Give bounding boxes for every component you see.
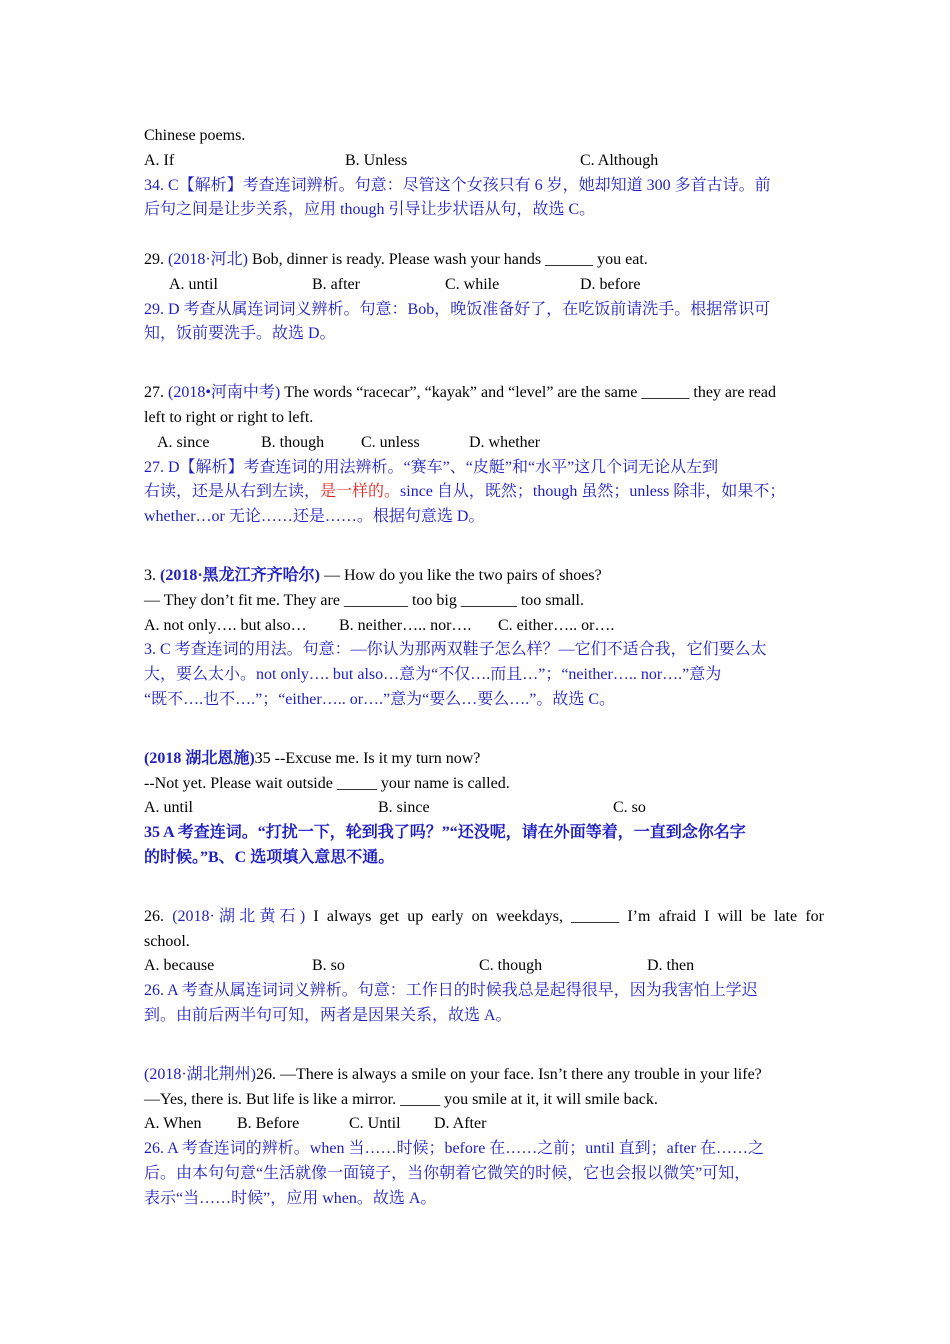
option-a: A. until bbox=[144, 799, 193, 817]
highlighted-text: 是一样的。 bbox=[320, 483, 401, 501]
source-tag: (2018·黑龙江齐齐哈尔) bbox=[160, 566, 320, 584]
option-b: B. so bbox=[312, 957, 345, 975]
option-c: C. Until bbox=[349, 1115, 401, 1133]
option-c: C. so bbox=[613, 799, 646, 817]
question-26a-options bbox=[144, 954, 824, 979]
answer-text: since 自从，既然；though 虽然；unless 除非，如果不； bbox=[400, 483, 786, 501]
spacer bbox=[144, 871, 824, 905]
source-tag: (2018 湖北恩施) bbox=[144, 749, 255, 767]
option-a: A. When bbox=[144, 1115, 202, 1133]
question-29-stem bbox=[144, 248, 824, 273]
answer-34-line-1: 34. C【解析】考查连词辨析。句意：尽管这个女孩只有 6 岁，她却知道 300 多首古诗。前 bbox=[144, 176, 771, 194]
option-b: B. though bbox=[261, 433, 325, 451]
question-number: 26. bbox=[144, 907, 164, 925]
stem-text: The words “racecar”, “kayak” and “level” are the same ______ they are read bbox=[280, 384, 776, 402]
spacer bbox=[144, 223, 824, 248]
stem-text: — How do you like the two pairs of shoes? bbox=[320, 566, 602, 584]
answer-29-line-2: 知，饭前要洗手。故选 D。 bbox=[144, 325, 336, 343]
source-tag: (2018·湖北荆州) bbox=[144, 1065, 256, 1083]
stem-text: I always get up early on weekdays, ______ I’m afraid I will be late for bbox=[305, 907, 825, 925]
question-27-stem-cont: left to right or right to left. bbox=[144, 408, 314, 426]
answer-27-line-2 bbox=[144, 480, 824, 505]
option-a: A. since bbox=[157, 433, 210, 451]
question-3-stem-cont: — They don’t fit me. They are ________ too big _______ too small. bbox=[144, 591, 584, 609]
option-a: A. because bbox=[144, 957, 215, 975]
answer-26b-line-3: 表示“当……时候”，应用 when。故选 A。 bbox=[144, 1189, 437, 1207]
question-27-options bbox=[144, 431, 824, 456]
option-b: B. after bbox=[312, 275, 360, 293]
answer-34-line-2: 后句之间是让步关系，应用 though 引导让步状语从句，故选 C。 bbox=[144, 201, 596, 219]
answer-35-line-1: 35 A 考查连词。“打扰一下，轮到我了吗？”“还没呢，请在外面等着，一直到念你名字 bbox=[144, 824, 746, 842]
option-b: B. since bbox=[378, 799, 430, 817]
option-c: C. though bbox=[479, 957, 543, 975]
option-c: C. unless bbox=[361, 433, 420, 451]
option-b: B. Unless bbox=[345, 151, 408, 169]
question-35-stem bbox=[144, 747, 824, 772]
answer-text: 右读，还是从右到左读， bbox=[144, 483, 321, 501]
spacer bbox=[144, 713, 824, 747]
option-d: D. before bbox=[580, 275, 641, 293]
question-26a-stem bbox=[144, 905, 824, 930]
option-c: C. while bbox=[445, 275, 500, 293]
question-26b-stem-cont: —Yes, there is. But life is like a mirror. _____ you smile at it, it will smile back. bbox=[144, 1090, 658, 1108]
question-27-stem bbox=[144, 381, 824, 406]
question-26b-stem bbox=[144, 1063, 824, 1088]
answer-35-line-2: 的时候。”B、C 选项填入意思不通。 bbox=[144, 848, 395, 866]
answer-26b-line-2: 后。由本句句意“生活就像一面镜子，当你朝着它微笑的时候，它也会报以微笑”可知， bbox=[144, 1164, 751, 1182]
stem-text: 35 --Excuse me. Is it my turn now? bbox=[254, 749, 481, 767]
question-number: 29. bbox=[144, 250, 164, 268]
spacer bbox=[144, 530, 824, 564]
source-tag: (2018·河北) bbox=[168, 250, 248, 268]
option-a: A. not only…. but also… bbox=[144, 616, 307, 634]
stem-text: Chinese poems. bbox=[144, 127, 246, 144]
answer-27-line-1: 27. D【解析】考查连词的用法辨析。“赛车”、“皮艇”和“水平”这几个词无论从左到 bbox=[144, 458, 719, 476]
answer-3-line-1: 3. C 考查连词的用法。句意：—你认为那两双鞋子怎么样？—它们不适合我，它们要么太 bbox=[144, 641, 767, 659]
option-b: B. Before bbox=[237, 1115, 300, 1133]
stem-text: 26. —There is always a smile on your face. Isn’t there any trouble in your life? bbox=[256, 1065, 762, 1083]
option-a: A. If bbox=[144, 151, 175, 169]
option-d: D. then bbox=[647, 957, 695, 975]
question-26a-stem-cont: school. bbox=[144, 932, 190, 950]
option-c: C. either….. or…. bbox=[498, 616, 615, 634]
stem-text: Bob, dinner is ready. Please wash your hands ______ you eat. bbox=[248, 250, 648, 268]
question-number: 3. bbox=[144, 566, 156, 584]
option-a: A. until bbox=[169, 275, 218, 293]
question-34-options bbox=[144, 149, 824, 174]
question-29-options bbox=[144, 273, 824, 298]
answer-29-line-1: 29. D 考查从属连词词义辨析。句意：Bob，晚饭准备好了，在吃饭前请洗手。根据常识可 bbox=[144, 300, 771, 318]
question-3-options bbox=[144, 614, 824, 639]
answer-26a-line-1: 26. A 考查从属连词词义辨析。句意：工作日的时候我总是起得很早，因为我害怕上学迟 bbox=[144, 982, 758, 1000]
source-tag: (2018·湖北黄石) bbox=[172, 907, 306, 925]
answer-3-line-2: 大，要么太小。not only…. but also…意为“不仅….而且…”；“neither….. nor….”意为 bbox=[144, 666, 722, 684]
question-number: 27. bbox=[144, 384, 164, 402]
question-34-stem bbox=[144, 124, 824, 149]
source-tag: (2018•河南中考) bbox=[168, 384, 281, 402]
answer-3-line-3: “既不….也不….”；“either….. or….”意为“要么…要么….”。故选 C。 bbox=[144, 690, 616, 708]
question-26b-options bbox=[144, 1112, 824, 1137]
option-b: B. neither….. nor…. bbox=[339, 616, 472, 634]
answer-26a-line-2: 到。由前后两半句可知，两者是因果关系，故选 A。 bbox=[144, 1006, 512, 1024]
question-3-stem bbox=[144, 564, 824, 589]
question-35-stem-cont: --Not yet. Please wait outside _____ your name is called. bbox=[144, 774, 510, 792]
answer-26b-line-1: 26. A 考查连词的辨析。when 当……时候；before 在……之前；until 直到；after 在……之 bbox=[144, 1140, 764, 1158]
document-page bbox=[144, 124, 824, 1211]
question-35-options bbox=[144, 796, 824, 821]
option-d: D. After bbox=[434, 1115, 487, 1133]
spacer bbox=[144, 347, 824, 381]
option-d: D. whether bbox=[469, 433, 541, 451]
option-c: C. Although bbox=[580, 151, 659, 169]
spacer bbox=[144, 1029, 824, 1063]
answer-27-line-3: whether…or 无论……还是……。根据句意选 D。 bbox=[144, 508, 485, 526]
